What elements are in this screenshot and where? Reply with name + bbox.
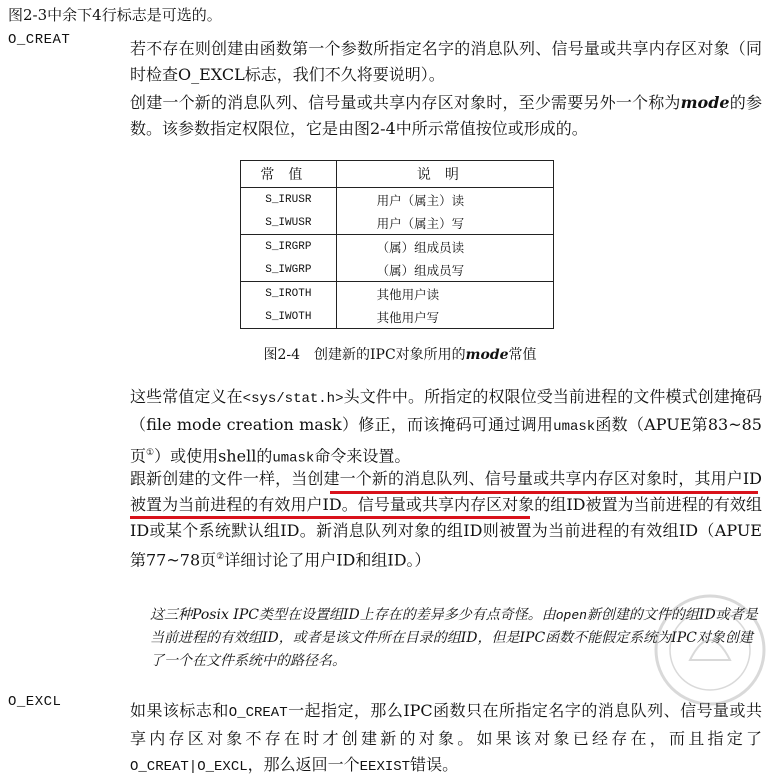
note-a: 这三种Posix IPC类型在设置组ID上存在的差异多少有点奇怪。由 (150, 607, 556, 623)
note-open: open (555, 608, 587, 623)
table-cell-desc: 用户（属主）读 (376, 192, 465, 208)
oexcl-d: 错误。 (410, 755, 459, 774)
caption-mode: mode (465, 347, 509, 363)
ocreat-paragraph-1: 若不存在则创建由函数第一个参数所指定名字的消息队列、信号量或共享内存区对象（同时检查O_EXCL标志，我们不久将要说明）。 (130, 39, 762, 84)
ocreat-paragraph-2 (130, 90, 762, 142)
intro-line: 图2-3中余下4行标志是可选的。 (8, 6, 222, 24)
ocreat-p2-c: 的参数。该参数指定权限位，它是由图2-4中所示常值按位或形成的。 (130, 93, 762, 138)
table-cell-const: S_IRUSR (241, 188, 337, 212)
table-cell-const: S_IWUSR (241, 211, 337, 235)
p3-d: ）或使用shell的 (154, 446, 273, 466)
mode-term: mode (680, 93, 730, 112)
mode-constants-table (240, 160, 554, 329)
paragraph-stat-header (130, 384, 762, 471)
p3-umask2: umask (272, 450, 315, 467)
p3-c: 函数（APUE第83~85页 (130, 415, 762, 466)
p3-header: <sys/stat.h> (242, 391, 344, 407)
table-cell-const: S_IWGRP (241, 258, 337, 282)
table-cell-desc: 用户（属主）写 (336, 211, 553, 235)
caption-suffix: 常值 (508, 347, 537, 363)
flag-ocreat: O_CREAT (8, 32, 71, 48)
p3-umask1: umask (553, 419, 596, 435)
flag-oexcl: O_EXCL (8, 694, 62, 710)
red-underline-2 (130, 516, 530, 519)
table-row (241, 211, 554, 235)
oexcl-c: ，那么返回一个 (247, 755, 360, 774)
table-row (241, 282, 554, 306)
table-cell-desc: （属）组成员读 (376, 239, 465, 255)
oexcl-b: 一起指定，那么IPC函数只在所指定名字的消息队列、信号量或共享内存区对象不存在时才创建新的对象。如果该对象已经存在，而且指定了 (130, 701, 762, 748)
figure-caption (240, 344, 560, 364)
table-cell-desc: 其他用户读 (376, 286, 440, 302)
note-b: 新创建的文件的组ID或者是当前进程的有效组ID，或者是该文件所在目录的组ID，但是IPC函数不能假定系统为IPC对象创建了一个在文件系统中的路径名。 (150, 607, 758, 669)
table-row (241, 188, 554, 212)
table-cell-const: S_IWOTH (241, 305, 337, 329)
red-underline-1 (330, 491, 758, 494)
table-row (241, 305, 554, 329)
p3-a: 这些常值定义在 (130, 387, 243, 406)
table-cell-const: S_IROTH (241, 282, 337, 306)
table-row (241, 258, 554, 282)
oexcl-a: 如果该标志和 (130, 701, 229, 720)
watermark-seal-icon (650, 590, 770, 710)
table-header-desc: 说明 (336, 161, 553, 188)
table-cell-desc: 其他用户写 (376, 309, 440, 325)
p3-e: 命令来设置。 (314, 446, 411, 466)
caption-prefix: 图2-4 创建新的IPC对象所用的 (263, 347, 466, 363)
table-cell-const: S_IRGRP (241, 235, 337, 259)
p3-sup1: ① (146, 448, 155, 458)
table-header-const: 常值 (241, 161, 337, 188)
oexcl-eexist: EEXIST (359, 759, 411, 775)
table-row (241, 235, 554, 259)
p4-end: 详细讨论了用户ID和组ID。） (224, 550, 431, 570)
oexcl-combo: O_CREAT|O_EXCL (130, 759, 248, 775)
p4-sup: ② (216, 552, 225, 562)
p4-text: 跟新创建的文件一样，当创建一个新的消息队列、信号量或共享内存区对象时，其用户ID被置为当前进程的有效用户ID。信号量或共享内存区对象的组ID被置为当前进程的有效组ID或某个系统默认组ID。新消息队列对象的组ID则被置为当前进程的有效组ID（APUE第77~78页 (130, 469, 762, 570)
table-cell-desc: （属）组成员写 (336, 258, 553, 282)
ocreat-p2-a: 创建一个新的消息队列、信号量或共享内存区对象时，至少需要另外一个称为 (130, 93, 681, 112)
oexcl-paragraph (130, 698, 762, 780)
oexcl-ocreat: O_CREAT (228, 705, 288, 721)
paragraph-ownership (130, 466, 762, 573)
p3-b: 头文件中。所指定的权限位受当前进程的文件模式创建掩码（file mode creation mask）修正，而该掩码可通过调用 (130, 387, 762, 434)
